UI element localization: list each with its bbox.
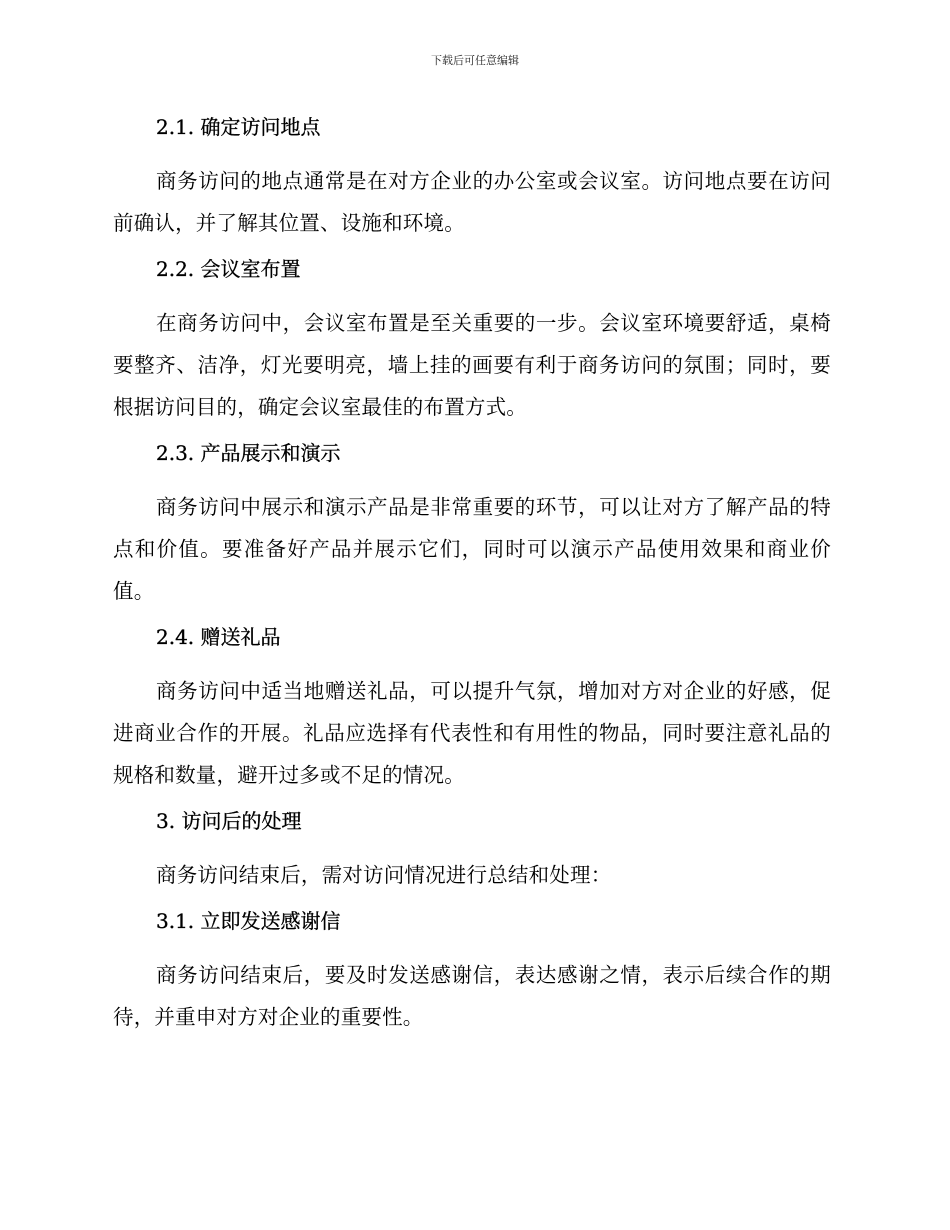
section-heading: 3.1. 立即发送感谢信 — [156, 909, 341, 933]
section-heading: 2.1. 确定访问地点 — [156, 115, 321, 139]
section-paragraph: 商务访问结束后，需对访问情况进行总结和处理： — [156, 863, 612, 887]
section-post-visit — [113, 804, 831, 896]
section-meeting-room-layout — [113, 252, 831, 428]
section-paragraph: 商务访问中展示和演示产品是非常重要的环节，可以让对方了解产品的特点和价值。要准备好产品并展示它们，同时可以演示产品使用效果和商业价值。 — [113, 495, 831, 603]
section-heading: 2.4. 赠送礼品 — [156, 625, 281, 649]
section-heading: 2.3. 产品展示和演示 — [156, 441, 341, 465]
section-gifts — [113, 620, 831, 796]
section-paragraph: 商务访问中适当地赠送礼品，可以提升气氛，增加对方对企业的好感，促进商业合作的开展。礼品应选择有代表性和有用性的物品，同时要注意礼品的规格和数量，避开过多或不足的情况。 — [113, 679, 831, 787]
section-thank-you-letter — [113, 904, 831, 1038]
section-paragraph: 商务访问的地点通常是在对方企业的办公室或会议室。访问地点要在访问前确认，并了解其位置、设施和环境。 — [113, 169, 831, 235]
section-heading: 2.2. 会议室布置 — [156, 257, 301, 281]
section-visit-location — [113, 110, 831, 244]
section-paragraph: 商务访问结束后，要及时发送感谢信，表达感谢之情，表示后续合作的期待，并重申对方对企业的重要性。 — [113, 963, 831, 1029]
page-header: 下载后可任意编辑 — [431, 54, 519, 67]
section-heading: 3. 访问后的处理 — [156, 809, 302, 833]
section-paragraph: 在商务访问中，会议室布置是至关重要的一步。会议室环境要舒适，桌椅要整齐、洁净，灯光要明亮，墙上挂的画要有利于商务访问的氛围；同时，要根据访问目的，确定会议室最佳的布置方式。 — [113, 311, 831, 419]
document-body — [113, 110, 831, 1046]
section-product-demo — [113, 436, 831, 612]
